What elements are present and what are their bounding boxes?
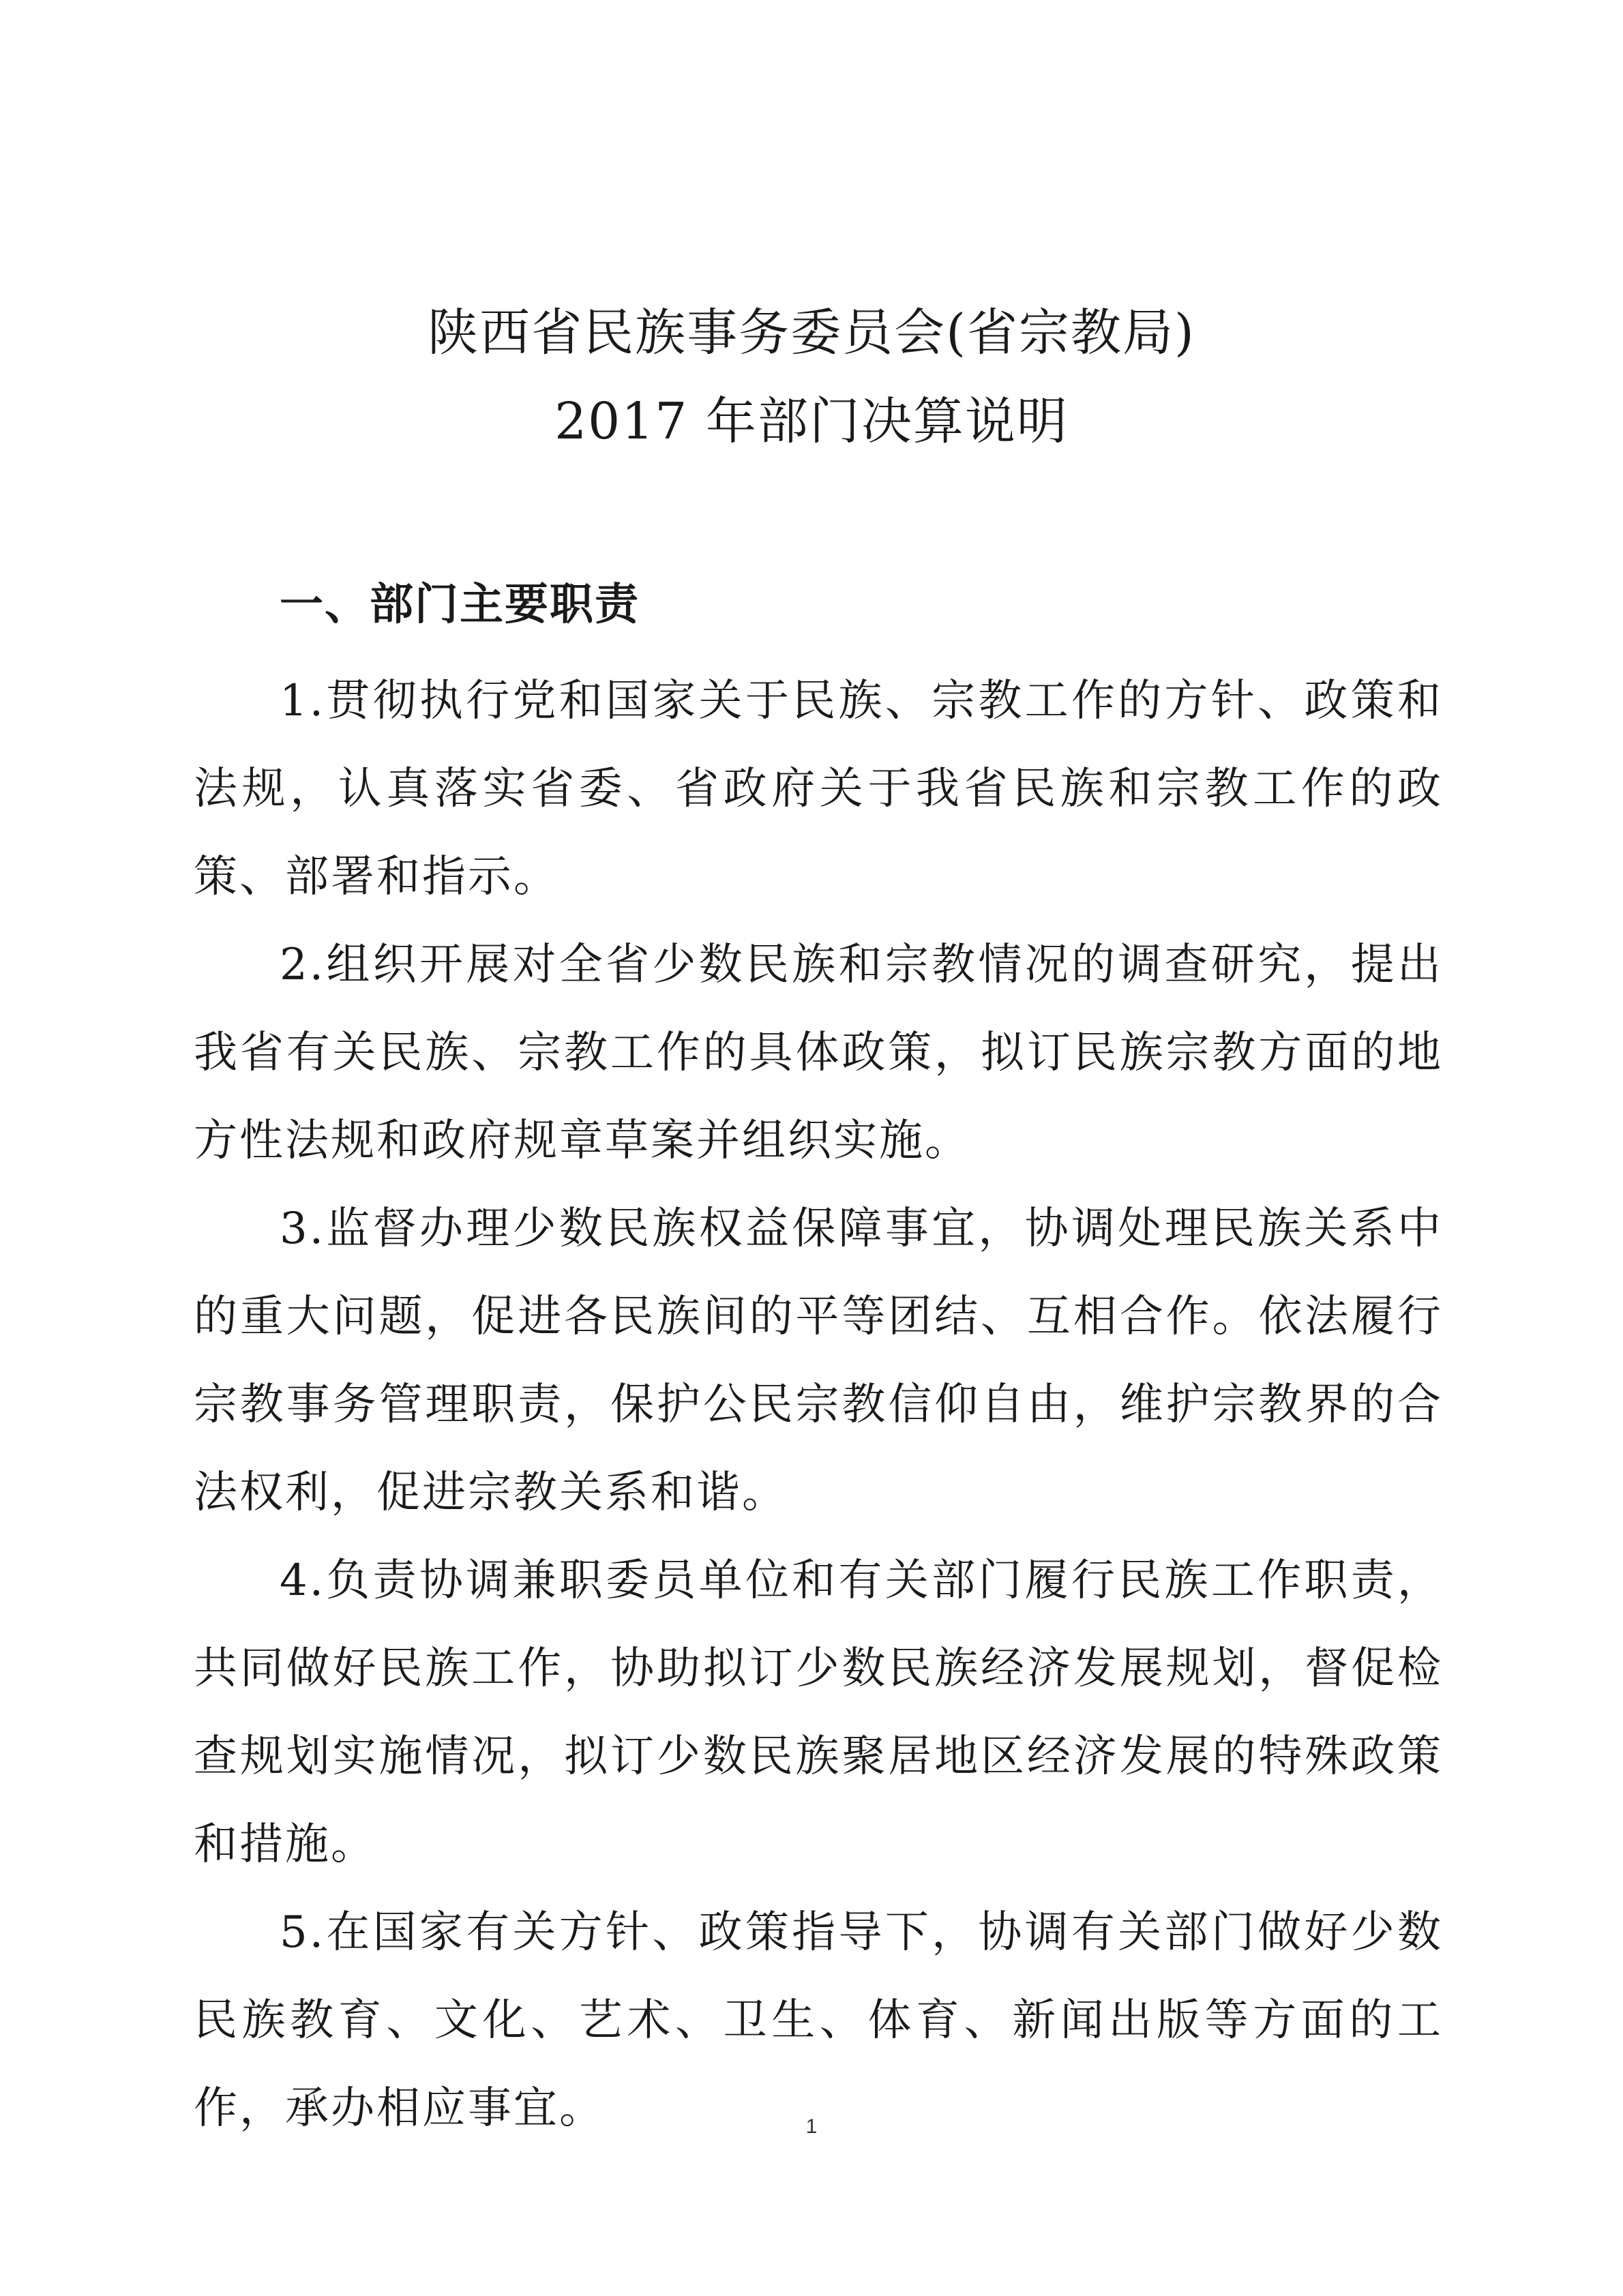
page-number: 1	[805, 2115, 818, 2138]
document-title-line-2: 2017 年部门决算说明	[554, 392, 1069, 451]
paragraph-1: 1.贯彻执行党和国家关于民族、宗教工作的方针、政策和法规，认真落实省委、省政府关于我省民族和宗教工作的政策、部署和指示。	[194, 676, 1443, 902]
paragraph-3: 3.监督办理少数民族权益保障事宜，协调处理民族关系中的重大问题，促进各民族间的平等团结、互相合作。依法履行宗教事务管理职责，保护公民宗教信仰自由，维护宗教界的合法权利，促进宗教关系和谐。	[194, 1204, 1443, 1518]
paragraph-5: 5.在国家有关方针、政策指导下，协调有关部门做好少数民族教育、文化、艺术、卫生、体育、新闻出版等方面的工作，承办相应事宜。	[194, 1907, 1443, 2134]
section-heading: 一、部门主要职责	[280, 580, 640, 630]
document-body	[194, 561, 1443, 2153]
paragraph-4: 4.负责协调兼职委员单位和有关部门履行民族工作职责，共同做好民族工作，协助拟订少数民族经济发展规划，督促检查规划实施情况，拟订少数民族聚居地区经济发展的特殊政策和措施。	[194, 1555, 1443, 1870]
paragraph-2: 2.组织开展对全省少数民族和宗教情况的调查研究，提出我省有关民族、宗教工作的具体政策，拟订民族宗教方面的地方性法规和政府规章草案并组织实施。	[194, 940, 1443, 1166]
document-title-line-1: 陕西省民族事务委员会(省宗教局)	[428, 303, 1195, 362]
